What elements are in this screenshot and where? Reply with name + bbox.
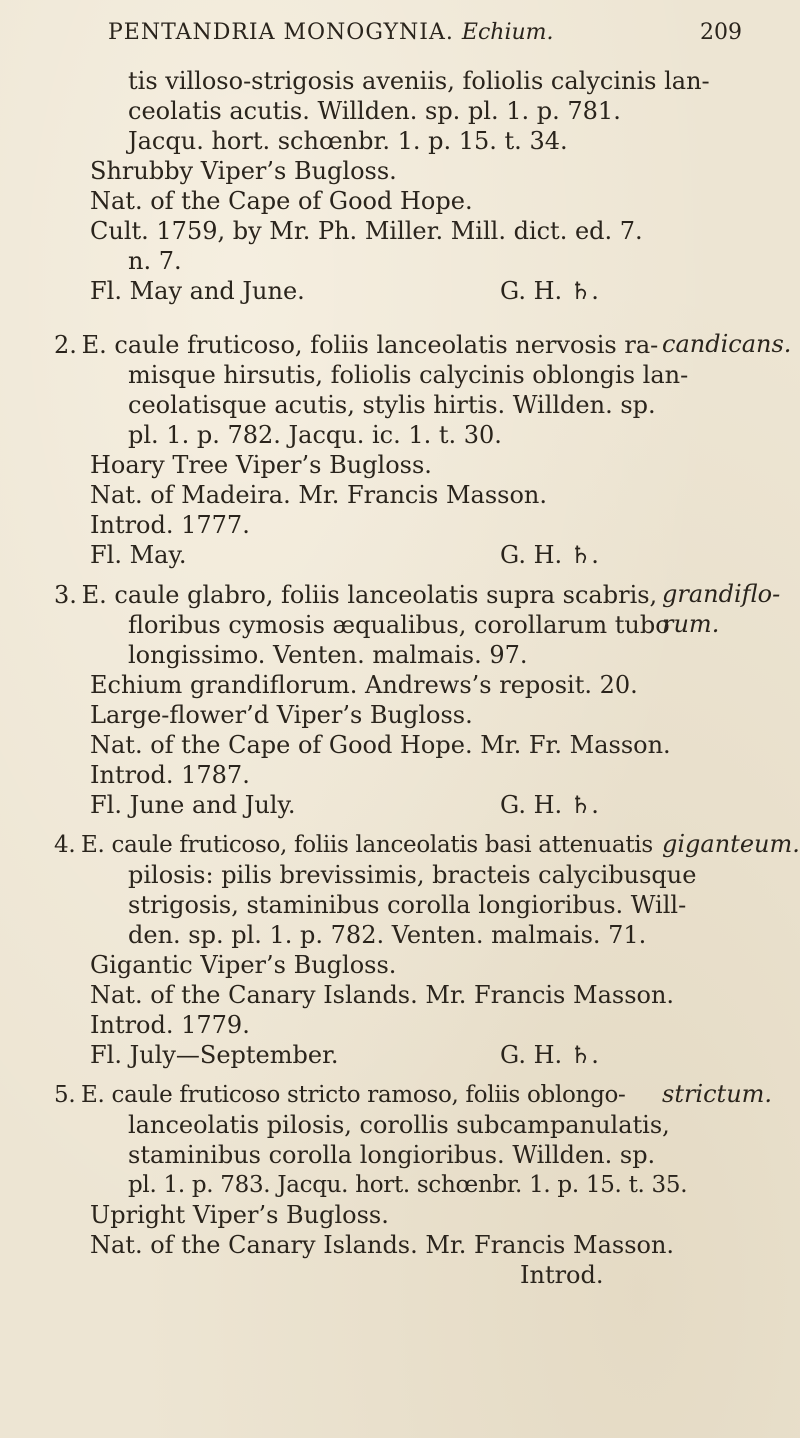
entry-1-line-7: n. 7. <box>128 247 182 275</box>
entry-3-line-4: Echium grandiflorum. Andrews’s reposit. 20. <box>90 671 638 699</box>
entry-3-habitat: G. H. ♄. <box>500 791 599 819</box>
entry-2-line-3: ceolatisque acutis, stylis hirtis. Willden. sp. <box>128 391 656 419</box>
entry-5 <box>54 1080 688 1290</box>
entry-4-line-6: Nat. of the Canary Islands. Mr. Francis Masson. <box>90 981 675 1009</box>
entry-1 <box>90 66 710 306</box>
entry-2-species: candicans. <box>662 330 792 358</box>
entry-3-line-1: E. caule glabro, foliis lanceolatis supra scabris, <box>81 581 658 609</box>
entry-3-number: 3. <box>54 581 77 609</box>
entry-1-habitat: G. H. ♄. <box>500 277 599 305</box>
entry-5-number: 5. <box>54 1082 76 1108</box>
entry-4 <box>54 830 697 1070</box>
entry-3-line-5: Large-flower’d Viper’s Bugloss. <box>90 701 473 729</box>
entry-1-line-6: Cult. 1759, by Mr. Ph. Miller. Mill. dict. ed. 7. <box>90 217 643 245</box>
entry-5-line-5: Upright Viper’s Bugloss. <box>90 1201 389 1229</box>
entry-3-species-cont: rum. <box>662 610 720 638</box>
entry-1-line-5: Nat. of the Cape of Good Hope. <box>90 187 473 215</box>
entry-4-line-5: Gigantic Viper’s Bugloss. <box>90 951 397 979</box>
entry-4-habitat: G. H. ♄. <box>500 1041 599 1069</box>
entry-1-line-3: Jacqu. hort. schœnbr. 1. p. 15. t. 34. <box>128 127 568 155</box>
entry-2-habitat: G. H. ♄. <box>500 541 599 569</box>
entry-4-flowering: Fl. July—September. <box>90 1041 339 1069</box>
entry-5-line-2: lanceolatis pilosis, corollis subcampanulatis, <box>128 1111 670 1139</box>
entry-2-line-1: E. caule fruticoso, foliis lanceolatis nervosis ra- <box>81 331 659 359</box>
entry-2-line-4: pl. 1. p. 782. Jacqu. ic. 1. t. 30. <box>128 421 502 449</box>
entry-5-line-4: pl. 1. p. 783. Jacqu. hort. schœnbr. 1. p. 15. t. 35. <box>128 1172 688 1198</box>
entry-2-flowering: Fl. May. <box>90 541 187 569</box>
entry-4-number: 4. <box>54 832 76 858</box>
entry-3 <box>54 580 671 820</box>
entry-3-line-3: longissimo. Venten. malmais. 97. <box>128 641 528 669</box>
entry-2-line-2: misque hirsutis, foliolis calycinis oblongis lan- <box>128 361 689 389</box>
entry-5-line-6: Nat. of the Canary Islands. Mr. Francis Masson. <box>90 1231 675 1259</box>
entry-4-species: giganteum. <box>662 830 800 858</box>
entry-2-number: 2. <box>54 331 77 359</box>
entry-2-line-7: Introd. 1777. <box>90 511 250 539</box>
entry-3-line-6: Nat. of the Cape of Good Hope. Mr. Fr. Masson. <box>90 731 671 759</box>
running-head-genus: Echium. <box>461 20 554 45</box>
entry-3-flowering: Fl. June and July. <box>90 791 296 819</box>
entry-4-line-2: pilosis: pilis brevissimis, bracteis calycibusque <box>128 861 697 889</box>
entry-4-line-7: Introd. 1779. <box>90 1011 250 1039</box>
entry-5-species: strictum. <box>662 1080 773 1108</box>
entry-2-line-5: Hoary Tree Viper’s Bugloss. <box>90 451 432 479</box>
entry-2-line-6: Nat. of Madeira. Mr. Francis Masson. <box>90 481 548 509</box>
entry-1-line-4: Shrubby Viper’s Bugloss. <box>90 157 397 185</box>
entry-1-flowering: Fl. May and June. <box>90 277 305 305</box>
entry-3-line-2: floribus cymosis æqualibus, corollarum tubo <box>128 611 670 639</box>
entry-3-species: grandiflo- <box>662 580 781 608</box>
page-number: 209 <box>700 20 742 45</box>
entry-5-line-7: Introd. <box>520 1261 604 1289</box>
entry-1-line-1: tis villoso-strigosis aveniis, foliolis calycinis lan- <box>128 67 710 95</box>
running-head-caps: PENTANDRIA MONOGYNIA. <box>108 20 454 45</box>
entry-5-line-3: staminibus corolla longioribus. Willden. sp. <box>128 1141 656 1169</box>
entry-2 <box>54 330 689 570</box>
entry-4-line-3: strigosis, staminibus corolla longioribus. Will- <box>128 891 687 919</box>
running-head <box>108 20 668 45</box>
entry-5-line-1: E. caule fruticoso stricto ramoso, foliis oblongo- <box>81 1082 626 1108</box>
entry-4-line-4: den. sp. pl. 1. p. 782. Venten. malmais. 71. <box>128 921 647 949</box>
entry-1-line-2: ceolatis acutis. Willden. sp. pl. 1. p. 781. <box>128 97 621 125</box>
entry-4-line-1: E. caule fruticoso, foliis lanceolatis basi attenuatis <box>81 832 653 858</box>
entry-3-line-7: Introd. 1787. <box>90 761 250 789</box>
